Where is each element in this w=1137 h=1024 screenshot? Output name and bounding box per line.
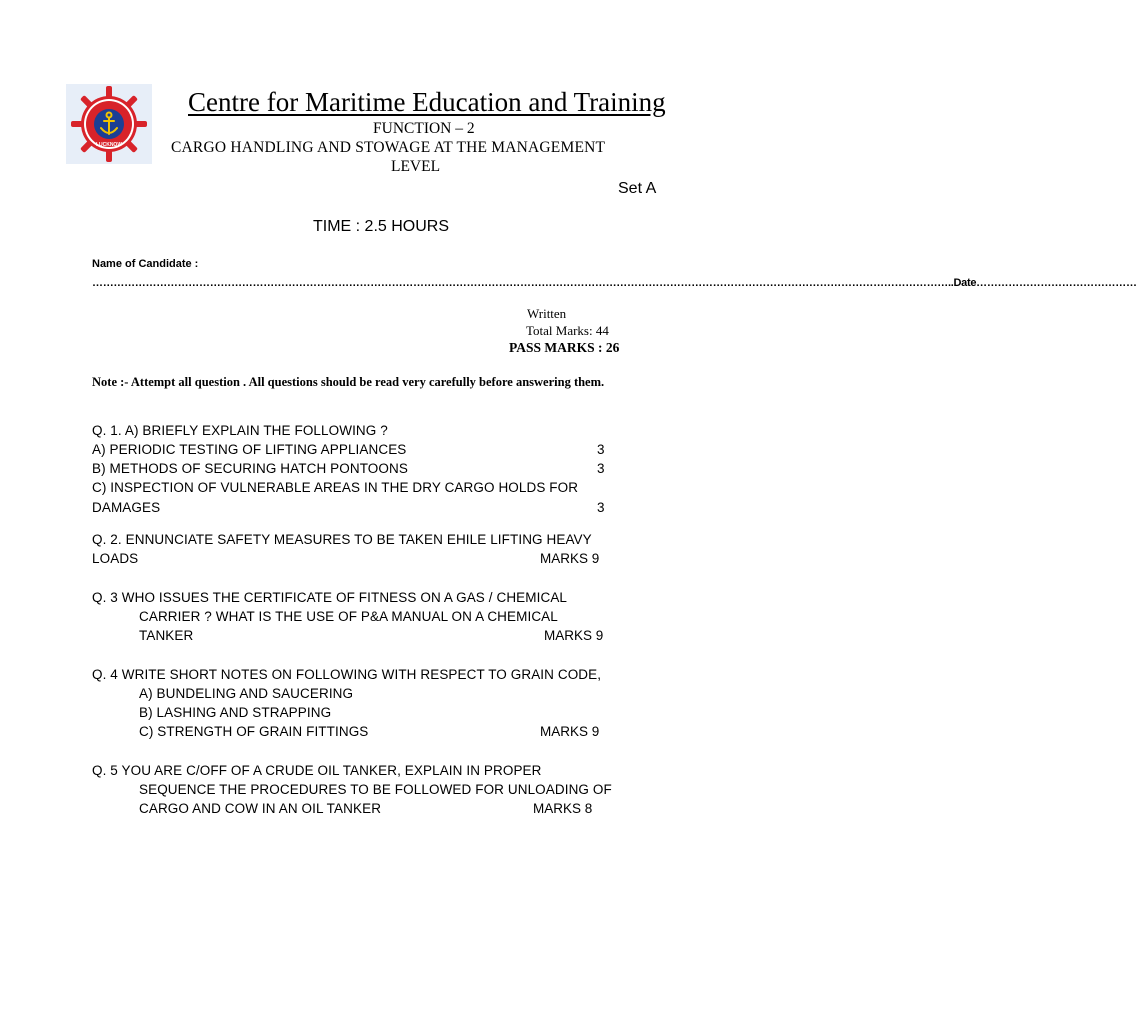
q5-marks: MARKS 8 (533, 801, 593, 816)
q1-part-c-marks: 3 (597, 500, 605, 515)
candidate-name-label: Name of Candidate : (92, 258, 199, 270)
q4-part-a: A) BUNDELING AND SAUCERING (139, 686, 354, 701)
q4-part-b: B) LASHING AND STRAPPING (139, 705, 332, 720)
candidate-name-date-line: ……………………………………………………………………………………………………………………………………………………………………………………………………………………..Date……………………………………… (92, 277, 1137, 289)
q1-part-c-line2: DAMAGES (92, 500, 161, 515)
instructions-note: Note :- Attempt all question . All questions should be read very carefully before answering them. (92, 375, 605, 389)
q1-part-a: A) PERIODIC TESTING OF LIFTING APPLIANCES (92, 442, 407, 457)
q3-marks: MARKS 9 (544, 628, 604, 643)
q3-line1: Q. 3 WHO ISSUES THE CERTIFICATE OF FITNESS ON A GAS / CHEMICAL (92, 590, 568, 605)
q2-marks: MARKS 9 (540, 551, 600, 566)
q5-line1: Q. 5 YOU ARE C/OFF OF A CRUDE OIL TANKER, EXPLAIN IN PROPER (92, 763, 542, 778)
written-label: Written (527, 306, 567, 321)
q2-line1: Q. 2. ENNUNCIATE SAFETY MEASURES TO BE TAKEN EHILE LIFTING HEAVY (92, 532, 592, 547)
subject-line-2: LEVEL (391, 158, 441, 175)
q1-part-a-marks: 3 (597, 442, 605, 457)
function-label: FUNCTION – 2 (373, 120, 475, 137)
q5-line3: CARGO AND COW IN AN OIL TANKER (139, 801, 382, 816)
time-label: TIME : 2.5 HOURS (313, 218, 450, 235)
q1-title: Q. 1. A) BRIEFLY EXPLAIN THE FOLLOWING ? (92, 423, 388, 438)
q1-part-b-marks: 3 (597, 461, 605, 476)
q1-part-b: B) METHODS OF SECURING HATCH PONTOONS (92, 461, 408, 476)
total-marks: Total Marks: 44 (526, 323, 609, 338)
institute-logo (66, 84, 152, 164)
subject-line-1: CARGO HANDLING AND STOWAGE AT THE MANAGEMENT (171, 139, 606, 156)
logo-text: LUCKNOW (95, 142, 123, 148)
q5-line2: SEQUENCE THE PROCEDURES TO BE FOLLOWED FOR UNLOADING OF (139, 782, 612, 797)
q3-line3: TANKER (139, 628, 194, 643)
q1-part-c-line1: C) INSPECTION OF VULNERABLE AREAS IN THE DRY CARGO HOLDS FOR (92, 480, 579, 495)
q3-line2: CARRIER ? WHAT IS THE USE OF P&A MANUAL ON A CHEMICAL (139, 609, 558, 624)
set-label: Set A (618, 180, 657, 197)
pass-marks: PASS MARKS : 26 (509, 340, 620, 355)
q4-line1: Q. 4 WRITE SHORT NOTES ON FOLLOWING WITH RESPECT TO GRAIN CODE, (92, 667, 602, 682)
q2-line2: LOADS (92, 551, 139, 566)
institute-title: Centre for Maritime Education and Training (188, 87, 666, 117)
q4-part-c: C) STRENGTH OF GRAIN FITTINGS (139, 724, 369, 739)
q4-marks: MARKS 9 (540, 724, 600, 739)
